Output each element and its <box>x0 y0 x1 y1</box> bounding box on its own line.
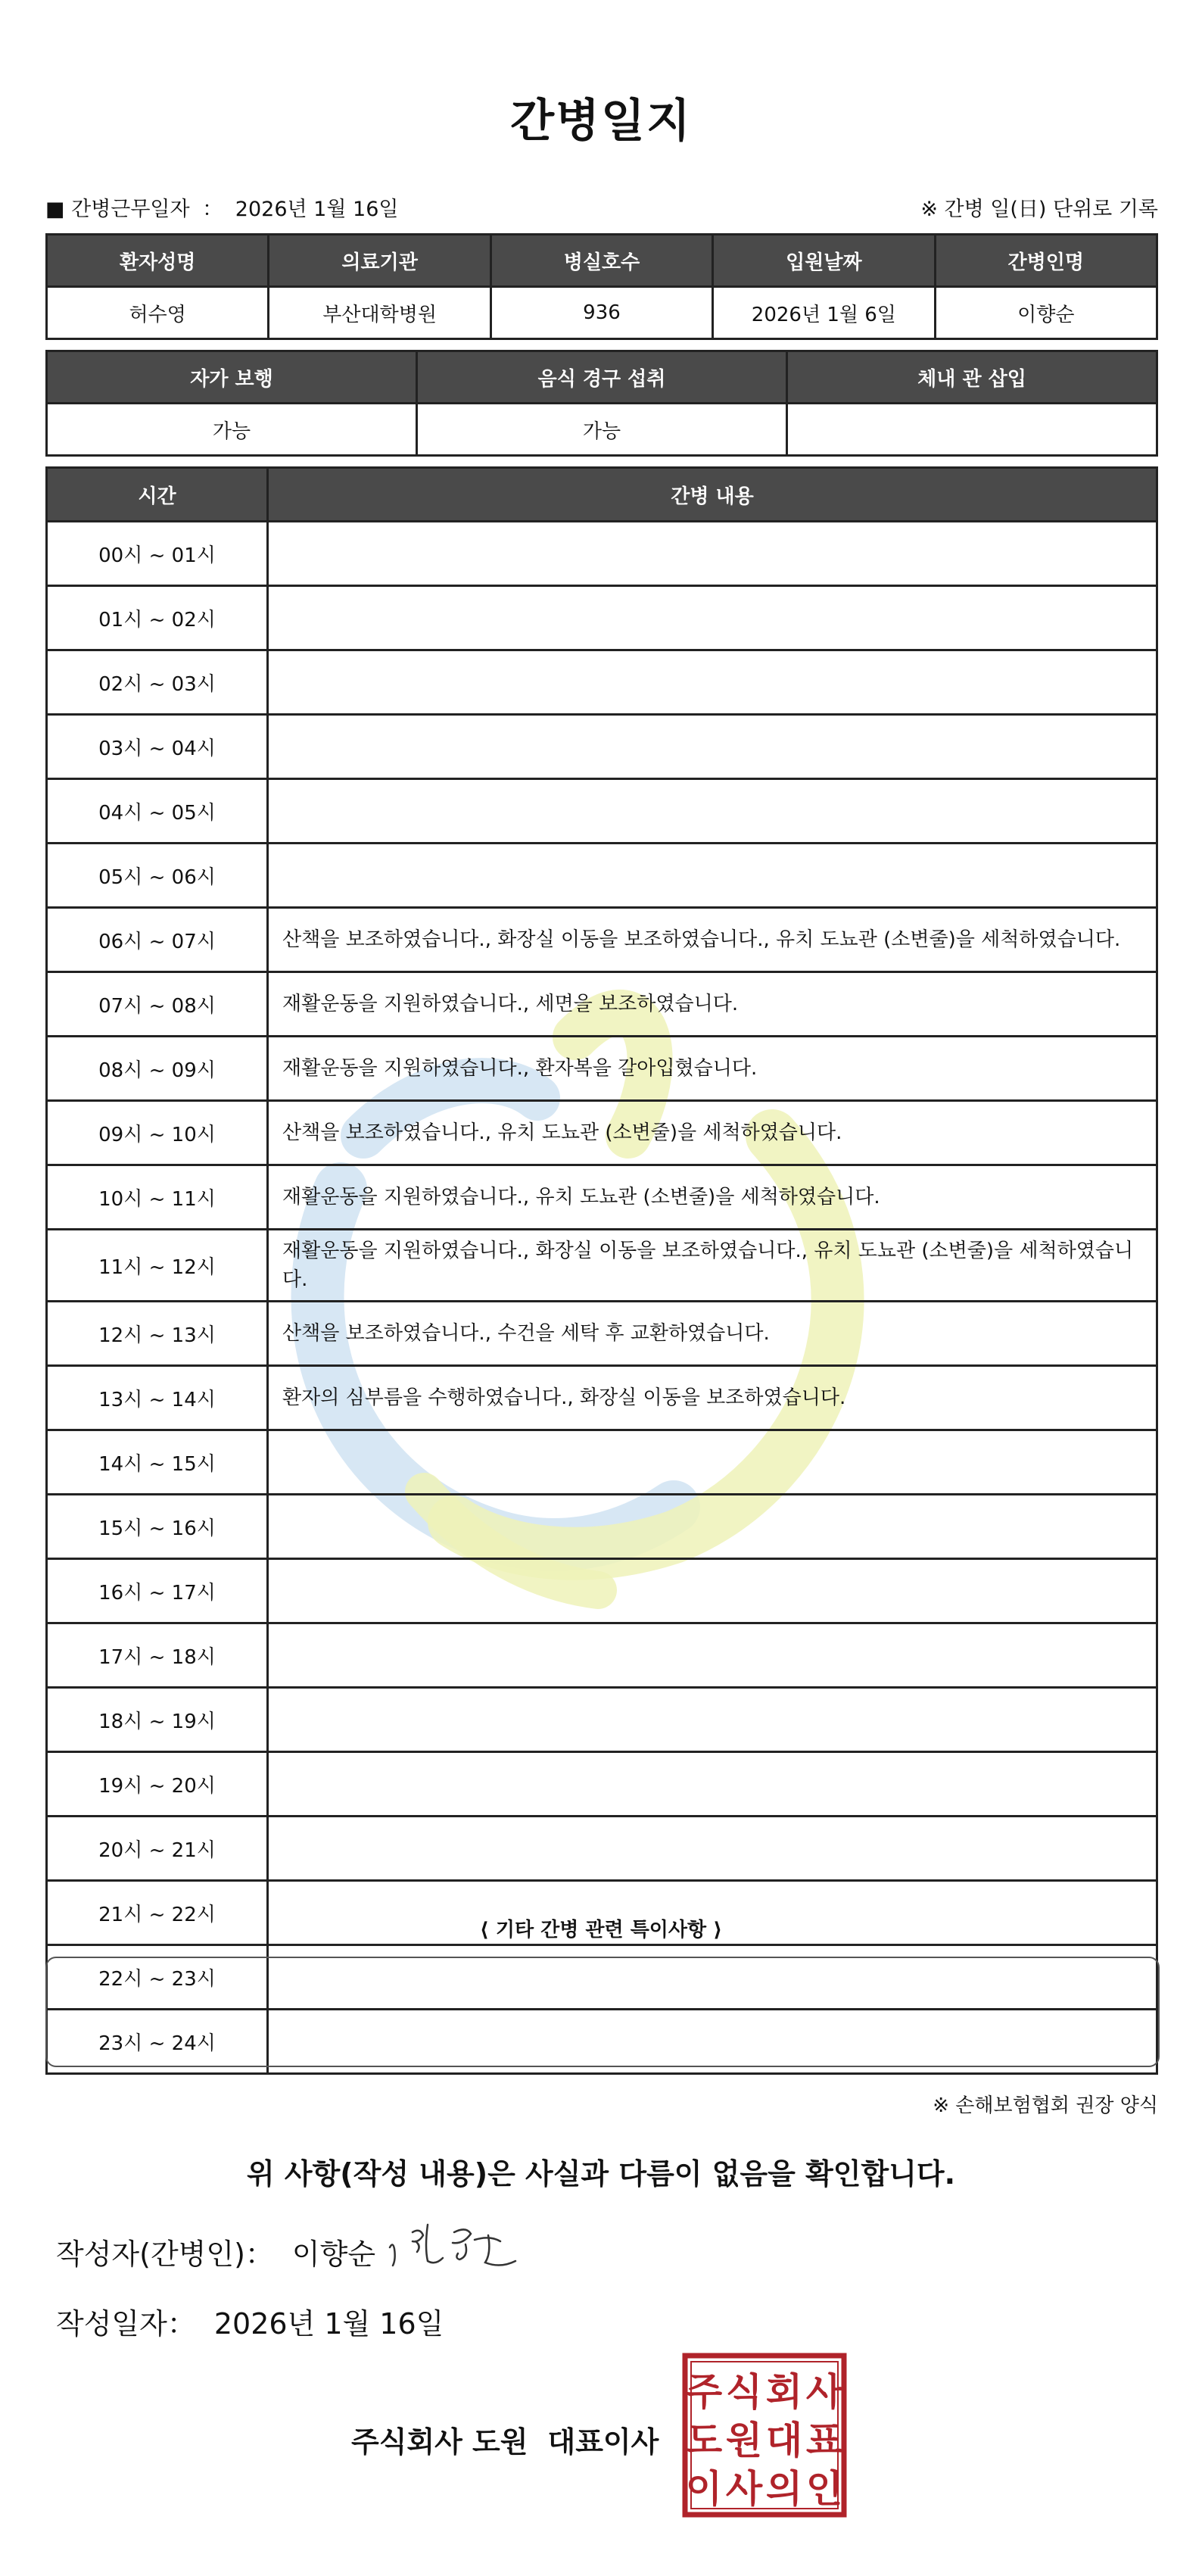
table-row <box>47 908 1157 972</box>
seal-character: 대 <box>765 2419 803 2462</box>
seal-character: 원 <box>725 2419 763 2462</box>
writer-name: 이향순 <box>291 2238 376 2271</box>
table-row <box>47 1688 1157 1752</box>
log-time: 03시 ~ 04시 <box>47 715 268 779</box>
header-patient-name: 환자성명 <box>47 235 269 287</box>
log-time: 17시 ~ 18시 <box>47 1623 268 1688</box>
log-time: 22시 ~ 23시 <box>47 1945 268 2010</box>
log-time: 23시 ~ 24시 <box>47 2010 268 2074</box>
seal-character: 이 <box>685 2467 723 2511</box>
log-time: 01시 ~ 02시 <box>47 586 268 650</box>
table-row <box>47 1302 1157 1366</box>
writer-line <box>56 2231 375 2272</box>
seal-character: 식 <box>725 2370 763 2414</box>
log-time: 00시 ~ 01시 <box>47 522 268 586</box>
table-row <box>47 1037 1157 1101</box>
table-row <box>47 1165 1157 1230</box>
document-title: 간병일지 <box>510 95 692 148</box>
log-content <box>268 1688 1157 1752</box>
table-row <box>47 650 1157 715</box>
seal-character: 도 <box>685 2419 723 2462</box>
log-content: 산책을 보조하였습니다., 유치 도뇨관 (소변줄)을 세척하였습니다. <box>268 1101 1157 1165</box>
table-row <box>47 715 1157 779</box>
remarks-box <box>45 1957 1160 2067</box>
table-row <box>47 586 1157 650</box>
room-number: 936 <box>490 287 712 339</box>
writer-label: 작성자(간병인)： <box>56 2238 274 2271</box>
log-content <box>268 1495 1157 1559</box>
table-row <box>47 1366 1157 1430</box>
work-date-line <box>45 192 398 222</box>
company-seal <box>681 2352 848 2518</box>
log-time: 14시 ~ 15시 <box>47 1430 268 1495</box>
company-name: 주식회사 도원 <box>351 2425 528 2459</box>
log-time: 10시 ~ 11시 <box>47 1165 268 1230</box>
table-row <box>47 972 1157 1037</box>
square-bullet-icon: ■ <box>45 198 65 221</box>
log-time: 18시 ~ 19시 <box>47 1688 268 1752</box>
log-content: 재활운동을 지원하였습니다., 환자복을 갈아입혔습니다. <box>268 1037 1157 1101</box>
log-content <box>268 522 1157 586</box>
log-time: 02시 ~ 03시 <box>47 650 268 715</box>
header-oral-intake: 음식 경구 섭취 <box>417 351 787 404</box>
log-content: 재활운동을 지원하였습니다., 화장실 이동을 보조하였습니다., 유치 도뇨관 (소변줄)을 세척하였습니다. <box>268 1230 1157 1302</box>
log-time: 09시 ~ 10시 <box>47 1101 268 1165</box>
log-time: 13시 ~ 14시 <box>47 1366 268 1430</box>
handwritten-signature <box>382 2217 534 2285</box>
log-content: 재활운동을 지원하였습니다., 유치 도뇨관 (소변줄)을 세척하였습니다. <box>268 1165 1157 1230</box>
record-note: ※ 간병 일(日) 단위로 기록 <box>920 198 1158 221</box>
work-date-label: 간병근무일자 <box>71 198 190 221</box>
patient-status-table <box>45 350 1158 457</box>
table-row <box>47 1430 1157 1495</box>
patient-name: 허수영 <box>47 287 269 339</box>
log-time: 04시 ~ 05시 <box>47 779 268 844</box>
written-date-line <box>56 2300 444 2342</box>
table-row <box>47 1101 1157 1165</box>
remarks-title: ⟨ 기타 간병 관련 특이사항 ⟩ <box>479 1919 723 1941</box>
header-caregiver-name: 간병인명 <box>935 235 1157 287</box>
table-row <box>47 844 1157 908</box>
log-content <box>268 1817 1157 1881</box>
oral-intake-value: 가능 <box>417 404 787 456</box>
table-row <box>47 1623 1157 1688</box>
form-note: ※ 손해보험협회 권장 양식 <box>933 2094 1158 2117</box>
hospital: 부산대학병원 <box>269 287 490 339</box>
table-row <box>47 1559 1157 1623</box>
log-time: 11시 ~ 12시 <box>47 1230 268 1302</box>
log-time: 12시 ~ 13시 <box>47 1302 268 1366</box>
header-hospital: 의료기관 <box>269 235 490 287</box>
log-time: 07시 ~ 08시 <box>47 972 268 1037</box>
log-content <box>268 779 1157 844</box>
header-tube-insertion: 체내 관 삽입 <box>787 351 1157 404</box>
log-time: 16시 ~ 17시 <box>47 1559 268 1623</box>
header-self-walking: 자가 보행 <box>47 351 417 404</box>
log-content <box>268 1623 1157 1688</box>
header-time: 시간 <box>47 468 268 522</box>
log-time: 15시 ~ 16시 <box>47 1495 268 1559</box>
seal-character: 주 <box>685 2370 723 2414</box>
log-time: 08시 ~ 09시 <box>47 1037 268 1101</box>
log-content <box>268 715 1157 779</box>
work-date-separator: ： <box>202 198 223 221</box>
log-time: 20시 ~ 21시 <box>47 1817 268 1881</box>
log-content: 산책을 보조하였습니다., 수건을 세탁 후 교환하였습니다. <box>268 1302 1157 1366</box>
table-row <box>47 1495 1157 1559</box>
company-line <box>351 2419 659 2460</box>
header-care-content: 간병 내용 <box>268 468 1157 522</box>
table-row <box>47 1230 1157 1302</box>
log-content <box>268 586 1157 650</box>
admission-date: 2026년 1월 6일 <box>713 287 935 339</box>
log-content <box>268 1559 1157 1623</box>
table-row <box>47 1817 1157 1881</box>
seal-character: 인 <box>805 2467 843 2511</box>
seal-character: 표 <box>805 2419 843 2462</box>
caregiver-name: 이향순 <box>935 287 1157 339</box>
written-date-value: 2026년 1월 16일 <box>213 2307 444 2341</box>
log-content <box>268 1430 1157 1495</box>
log-time: 21시 ~ 22시 <box>47 1881 268 1945</box>
table-row <box>47 522 1157 586</box>
log-content: 재활운동을 지원하였습니다., 세면을 보조하였습니다. <box>268 972 1157 1037</box>
seal-character: 의 <box>765 2467 803 2511</box>
table-row <box>47 1752 1157 1817</box>
self-walking-value: 가능 <box>47 404 417 456</box>
company-title: 대표이사 <box>547 2425 659 2459</box>
log-time: 19시 ~ 20시 <box>47 1752 268 1817</box>
seal-character: 회 <box>765 2370 803 2414</box>
header-admission-date: 입원날짜 <box>713 235 935 287</box>
log-time: 05시 ~ 06시 <box>47 844 268 908</box>
confirmation-statement: 위 사항(작성 내용)은 사실과 다름이 없음을 확인합니다. <box>246 2157 956 2191</box>
log-content <box>268 1752 1157 1817</box>
log-time: 06시 ~ 07시 <box>47 908 268 972</box>
log-content: 환자의 심부름을 수행하였습니다., 화장실 이동을 보조하였습니다. <box>268 1366 1157 1430</box>
header-room: 병실호수 <box>490 235 712 287</box>
work-date-value: 2026년 1월 16일 <box>235 198 399 221</box>
table-row <box>47 779 1157 844</box>
log-content <box>268 650 1157 715</box>
seal-character: 사 <box>805 2370 843 2414</box>
log-content <box>268 844 1157 908</box>
log-content: 산책을 보조하였습니다., 화장실 이동을 보조하였습니다., 유치 도뇨관 (소변줄)을 세척하였습니다. <box>268 908 1157 972</box>
care-log-table <box>45 466 1158 2075</box>
patient-info-table <box>45 233 1158 340</box>
tube-insertion-value <box>787 404 1157 456</box>
seal-character: 사 <box>725 2467 763 2511</box>
written-date-label: 작성일자： <box>56 2307 196 2341</box>
